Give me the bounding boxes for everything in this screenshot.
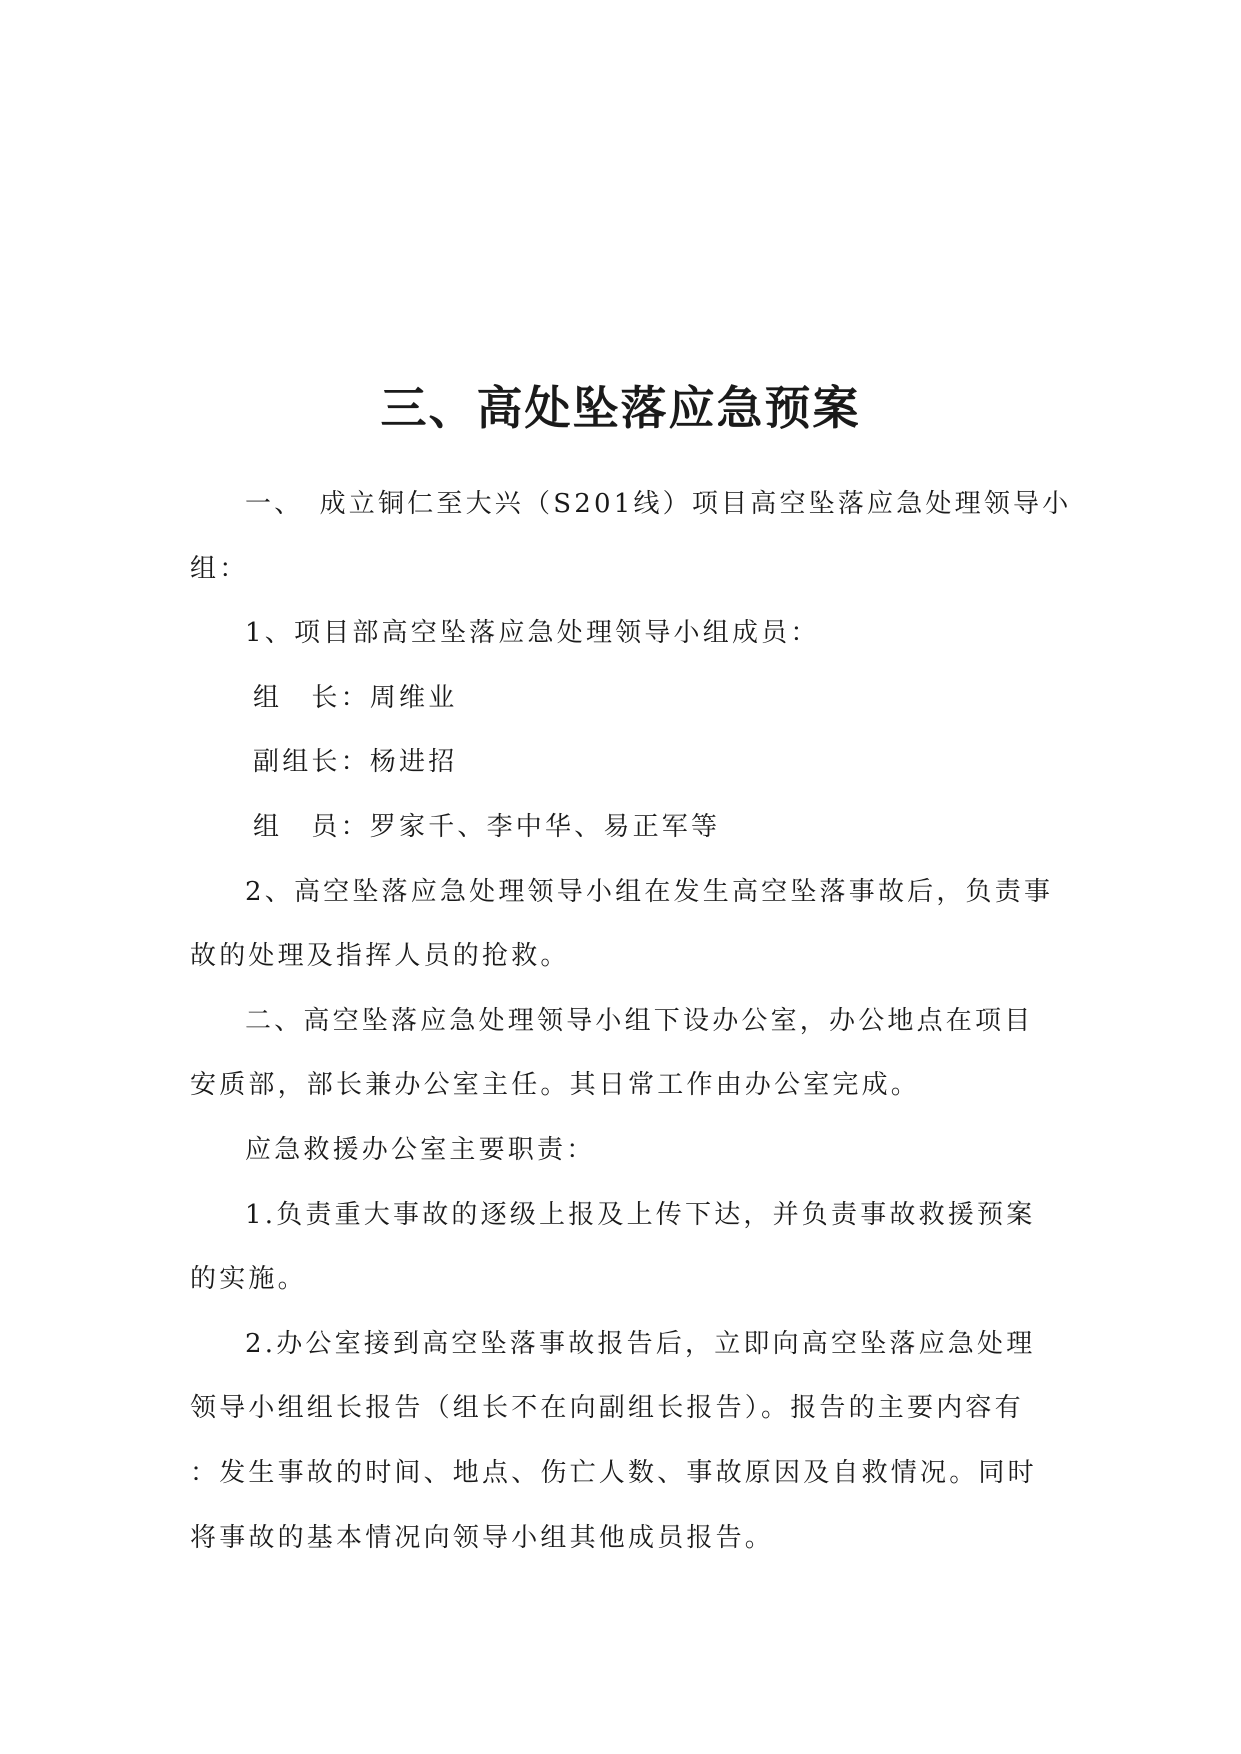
body-line: 组 员：罗家千、李中华、易正军等: [253, 811, 721, 842]
document-body: [190, 472, 1072, 1570]
body-line: 1、项目部高空坠落应急处理领导小组成员：: [245, 618, 820, 649]
body-line: ：发生事故的时间、地点、伤亡人数、事故原因及自救情况。同时: [190, 1457, 1037, 1488]
body-line: 2、高空坠落应急处理领导小组在发生高空坠落事故后，负责事: [245, 876, 1054, 907]
body-line: 组：: [190, 553, 249, 584]
body-line: 组 长：周维业: [253, 682, 458, 713]
body-line: 将事故的基本情况向领导小组其他成员报告。: [190, 1522, 775, 1553]
body-line: 1.负责重大事故的逐级上报及上传下达，并负责事故救援预案: [245, 1199, 1036, 1230]
body-line: 副组长：杨进招: [253, 747, 458, 778]
body-line: 2.办公室接到高空坠落事故报告后，立即向高空坠落应急处理: [245, 1328, 1036, 1359]
body-line: 一、 成立铜仁至大兴（S201线）项目高空坠落应急处理领导小: [245, 489, 1072, 519]
body-line: 二、高空坠落应急处理领导小组下设办公室，办公地点在项目: [245, 1005, 1034, 1036]
body-line: 安质部，部长兼办公室主任。其日常工作由办公室完成。: [190, 1070, 921, 1101]
body-line: 应急救援办公室主要职责：: [245, 1134, 596, 1165]
document-title: 三、高处坠落应急预案: [380, 381, 861, 435]
body-line: 故的处理及指挥人员的抢救。: [190, 941, 570, 972]
body-line: 领导小组组长报告（组长不在向副组长报告）。报告的主要内容有: [190, 1393, 1024, 1424]
body-line: 的实施。: [190, 1264, 307, 1295]
